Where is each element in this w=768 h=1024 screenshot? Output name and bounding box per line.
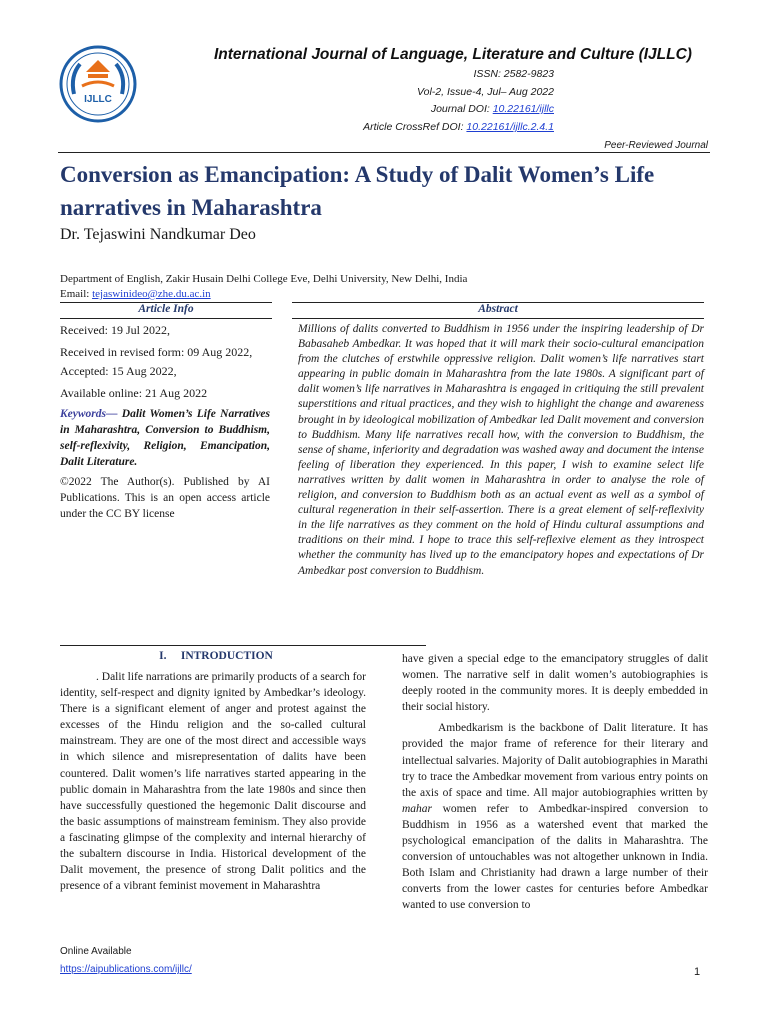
article-info-heading: Article Info <box>138 303 194 315</box>
online-date: Available online: 21 Aug 2022 <box>60 386 208 400</box>
author-name: Dr. Tejaswini Nandkumar Deo <box>60 226 256 243</box>
email-line: Email: tejaswinideo@zhe.du.ac.in <box>60 288 211 300</box>
abstract-bottom-rule <box>292 318 704 319</box>
journal-url-link[interactable]: https://aipublications.com/ijllc/ <box>60 964 192 975</box>
abstract-text: Millions of dalits converted to Buddhism in 1956 under the inspiring leadership of Dr Babasaheb Ambedkar. It was hoped that it will mark their socio-cultural emancipation from the clutches of erstwhile oppressive religion. Dalit women’s life narratives start appearing in public domain in Maharashtra from the late 1980s. A significant part of dalit women’s life narratives in Maharashtra is engaged in critiquing the still prevalent superstitions and ritual practices, and they wish to highlight the change and awareness brought in by ideological mobilization of Ambedkar led Dalit movement and conversion to Buddhism. Many life narratives recall how, with the conversion to Buddhism, the sense of shame, inferiority and degradation was washed away and document the intense feeling of liberation they experienced. In this paper, I wish to examine select life narratives written by dalit women in Maharashtra in order to analyse the role of religion, and conversion to Buddhism both as an actual event as well as a symbol of cultural regeneration in their self-assertion. There is a great element of self-reflexivity in the life narratives as they comment on the hold of Hindu cultural assumptions and traditions on their mind. I hope to trace this self-reflexive element as they introspect whether the community has lived up to the emancipatory hopes and expectations of Dr Ambedkar post conversion to Buddhism. <box>298 323 704 577</box>
journal-title: International Journal of Language, Literature and Culture (IJLLC) <box>214 46 692 63</box>
crossref-doi: Article CrossRef DOI: 10.22161/ijllc.2.4.1 <box>363 121 554 133</box>
email-link[interactable]: tejaswinideo@zhe.du.ac.in <box>92 288 211 300</box>
info-bottom-rule <box>60 318 272 319</box>
page-number: 1 <box>694 966 701 978</box>
affiliation-text: Department of English, Zakir Husain Delhi College Eve, Delhi University, New Delhi, India <box>60 273 468 285</box>
intro-left-column: . Dalit life narrations are primarily products of a search for identity, self-respect and dignity ignited by Ambedkar’s ideology. There is a significant element of anger and protest against the excesses of the Hindu religion and the so-called cultural mainstream. They are one of the most direct and accessible ways in which silence and misrepresentation of dalits have been countered. Dalit women’s life narratives started appearing in the public domain in Maharashtra from the late 1980s and since then have successfully questioned the hegemonic Dalit discourse and the basic assumptions of mainstream feminism. They also provide a fascinating glimpse of the complexity and internal hierarchy of the subaltern discourse in India. Historical development of the Dalit movement, the presence of strong Dalit politics and the presence of a vibrant feminist movement in Maharashtra <box>60 671 366 893</box>
license-text: ©2022 The Author(s). Published by AI Publications. This is an open access article under the CC BY license <box>60 476 270 520</box>
crossref-doi-link[interactable]: 10.22161/ijllc.2.4.1 <box>466 121 554 133</box>
journal-logo <box>58 44 138 124</box>
online-available-label: Online Available <box>60 946 132 957</box>
right-paragraph-2: Ambedkarism is the backbone of Dalit literature. It has provided the major frame of reference for their literary and intellectual salvaries. Majority of Dalit autobiographies in Marathi try to trace the Ambedkar movement from various entry points on the axis of space and time. All major autobiographies written by mahar women refer to Ambedkar-inspired conversion to Buddhism in 1956 as a watershed event that marked the psychological emancipation of the dalits in Maharashtra. The conversion of untouchables was not altogether unknown in India. Both Islam and Christianity had drawn a large number of their converts from the lower castes for centuries before Ambedkar wanted to use conversion to <box>402 722 708 912</box>
journal-doi: Journal DOI: 10.22161/ijllc <box>430 103 554 115</box>
abstract-heading: Abstract <box>478 303 518 315</box>
intro-right-column <box>402 651 708 914</box>
keywords <box>60 406 270 470</box>
revised-date: Received in revised form: 09 Aug 2022, <box>60 345 253 359</box>
peer-reviewed-label: Peer-Reviewed Journal <box>604 140 708 151</box>
body-top-rule <box>60 645 426 646</box>
accepted-date: Accepted: 15 Aug 2022, <box>60 364 177 378</box>
journal-doi-link[interactable]: 10.22161/ijllc <box>492 103 554 115</box>
issue-info: Vol-2, Issue-4, Jul– Aug 2022 <box>417 86 554 98</box>
article-title: Conversion as Emancipation: A Study of Dalit Women’s Life narratives in Maharashtra <box>60 162 655 220</box>
issn: ISSN: 2582-9823 <box>473 68 554 80</box>
svg-text:IJLLC: IJLLC <box>84 94 112 105</box>
affiliation <box>60 272 467 302</box>
section-heading: I. INTRODUCTION <box>159 650 273 662</box>
keywords-text: Dalit Women’s Life Narratives in Maharashtra, Conversion to Buddhism, self-reflexivity, Religion, Emancipation, Dalit Literature. <box>60 408 270 468</box>
header-divider <box>58 152 710 153</box>
keywords-label: Keywords— <box>60 408 118 420</box>
right-paragraph-1: have given a special edge to the emancipatory struggles of dalit women. The narrative self in dalit women’s autobiographies is deeply rooted in the community mores. It is deeply embedded in their social history. <box>402 653 708 714</box>
received-date: Received: 19 Jul 2022, <box>60 323 170 337</box>
